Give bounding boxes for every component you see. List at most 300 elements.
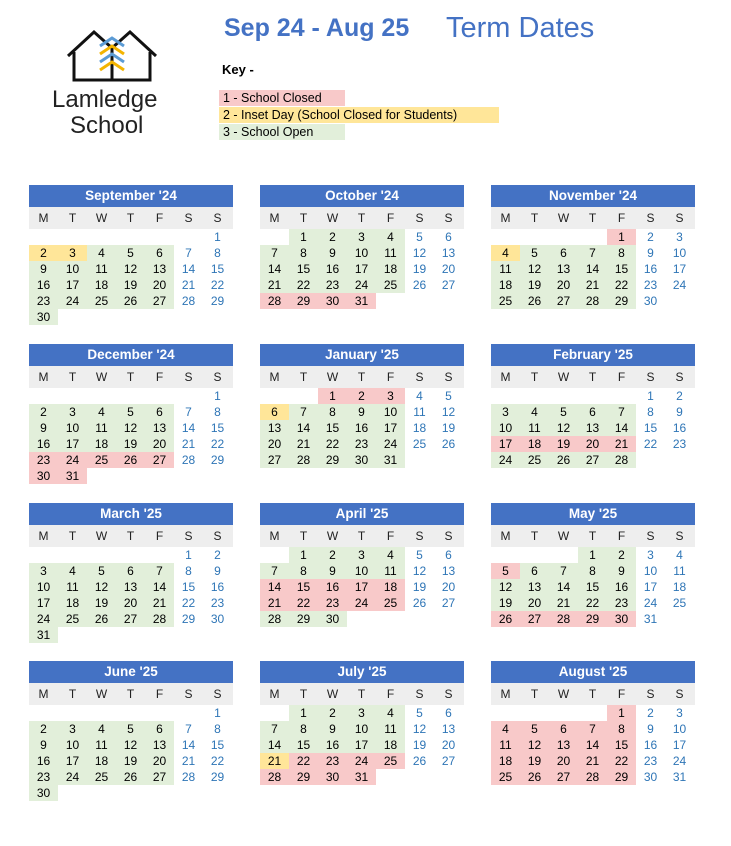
- day-cell: 15: [181, 580, 196, 594]
- weekday-label: M: [269, 370, 280, 384]
- day-cell: 1: [578, 547, 607, 563]
- day-cell: 2: [318, 547, 347, 563]
- day-cell: 30: [29, 309, 58, 325]
- day-cell: 18: [672, 580, 687, 594]
- logo-text-lamledge: Lamledge: [52, 86, 158, 113]
- day-cell: 8: [214, 405, 221, 419]
- day-cell: 16: [29, 436, 58, 452]
- day-cell: 26: [87, 611, 116, 627]
- weekday-header-row: [29, 683, 233, 705]
- month-header: February '25: [491, 344, 695, 366]
- day-cell: 30: [347, 452, 376, 468]
- day-cell: 21: [549, 595, 578, 611]
- day-cell: 16: [643, 262, 658, 276]
- day-cell: 7: [578, 245, 607, 261]
- weekday-label: F: [155, 370, 164, 384]
- day-cell: 7: [185, 246, 192, 260]
- day-cell: 21: [578, 277, 607, 293]
- day-cell: 11: [58, 579, 87, 595]
- day-cell: 11: [413, 405, 426, 419]
- day-cell: 8: [607, 245, 636, 261]
- key-title: Key -: [222, 62, 254, 77]
- day-cell: 28: [578, 769, 607, 785]
- day-cell: 10: [29, 579, 58, 595]
- day-cell: 26: [412, 754, 427, 768]
- weekday-header-row: [491, 683, 695, 705]
- weekday-label: F: [386, 529, 395, 543]
- day-cell: 21: [260, 277, 289, 293]
- day-cell: 31: [347, 769, 376, 785]
- weekday-label: W: [326, 370, 339, 384]
- day-cell: 17: [58, 436, 87, 452]
- month-header: April '25: [260, 503, 464, 525]
- day-cell: 14: [260, 261, 289, 277]
- day-cell: 7: [549, 563, 578, 579]
- day-cell: 2: [214, 548, 221, 562]
- day-cell: 19: [412, 738, 427, 752]
- weekday-label: S: [415, 687, 424, 701]
- month-header: May '25: [491, 503, 695, 525]
- day-cell: 15: [607, 261, 636, 277]
- day-cell: 3: [58, 721, 87, 737]
- weekday-header-row: [491, 366, 695, 388]
- day-cell: 18: [87, 753, 116, 769]
- weekday-label: T: [357, 370, 366, 384]
- day-cell: 8: [607, 721, 636, 737]
- day-cell: 25: [520, 452, 549, 468]
- weekday-label: F: [155, 687, 164, 701]
- day-cell: 18: [491, 277, 520, 293]
- day-cell: 20: [441, 580, 456, 594]
- day-cell: 10: [643, 564, 658, 578]
- weekday-header-row: [491, 525, 695, 547]
- day-grid: [29, 705, 233, 805]
- day-cell: 22: [289, 595, 318, 611]
- day-cell: 4: [416, 389, 423, 403]
- day-cell: 2: [607, 547, 636, 563]
- day-cell: 27: [145, 293, 174, 309]
- day-cell: 2: [318, 229, 347, 245]
- day-cell: 12: [87, 579, 116, 595]
- day-cell: 10: [672, 722, 687, 736]
- day-cell: 24: [491, 452, 520, 468]
- day-cell: 4: [676, 548, 683, 562]
- day-cell: 8: [578, 563, 607, 579]
- weekday-label: W: [95, 529, 108, 543]
- day-cell: 16: [29, 753, 58, 769]
- day-cell: 16: [29, 277, 58, 293]
- month-header: October '24: [260, 185, 464, 207]
- weekday-label: T: [530, 529, 539, 543]
- day-cell: 19: [116, 436, 145, 452]
- day-cell: 5: [520, 721, 549, 737]
- weekday-label: T: [530, 687, 539, 701]
- day-cell: 4: [376, 705, 405, 721]
- weekday-label: T: [357, 529, 366, 543]
- day-cell: 24: [58, 293, 87, 309]
- day-grid: [260, 229, 464, 329]
- month-calendar: [260, 185, 464, 329]
- day-cell: 17: [29, 595, 58, 611]
- day-cell: 15: [607, 737, 636, 753]
- weekday-header-row: [260, 525, 464, 547]
- day-cell: 23: [210, 596, 225, 610]
- weekday-label: F: [617, 687, 626, 701]
- weekday-label: M: [500, 687, 511, 701]
- day-cell: 6: [145, 245, 174, 261]
- day-cell: 18: [376, 261, 405, 277]
- weekday-label: M: [38, 529, 49, 543]
- day-cell: 19: [520, 753, 549, 769]
- day-cell: 9: [318, 245, 347, 261]
- day-cell: 20: [145, 753, 174, 769]
- day-cell: 7: [145, 563, 174, 579]
- day-cell: 5: [116, 245, 145, 261]
- day-cell: 19: [412, 580, 427, 594]
- day-cell: 12: [441, 405, 456, 419]
- day-cell: 27: [520, 611, 549, 627]
- weekday-label: T: [530, 370, 539, 384]
- day-cell: 22: [289, 753, 318, 769]
- day-cell: 17: [58, 753, 87, 769]
- day-cell: 19: [116, 277, 145, 293]
- day-cell: 2: [347, 388, 376, 404]
- key-item-school-open: 3 - School Open: [219, 124, 345, 140]
- day-cell: 5: [549, 404, 578, 420]
- day-cell: 27: [116, 611, 145, 627]
- day-cell: 12: [116, 737, 145, 753]
- day-cell: 28: [260, 769, 289, 785]
- month-header: July '25: [260, 661, 464, 683]
- day-cell: 17: [672, 738, 687, 752]
- day-cell: 27: [549, 769, 578, 785]
- day-cell: 27: [578, 452, 607, 468]
- day-cell: 13: [145, 737, 174, 753]
- day-cell: 12: [491, 579, 520, 595]
- day-cell: 22: [181, 596, 196, 610]
- day-cell: 12: [116, 420, 145, 436]
- day-cell: 28: [260, 611, 289, 627]
- weekday-label: S: [675, 370, 684, 384]
- day-cell: 16: [672, 421, 687, 435]
- day-cell: 20: [260, 436, 289, 452]
- month-calendar: [260, 503, 464, 647]
- day-cell: 6: [445, 230, 452, 244]
- day-cell: 3: [347, 705, 376, 721]
- day-cell: 7: [185, 405, 192, 419]
- month-header: August '25: [491, 661, 695, 683]
- day-cell: 18: [87, 277, 116, 293]
- day-cell: 21: [181, 754, 196, 768]
- day-cell: 4: [87, 245, 116, 261]
- day-cell: 10: [672, 246, 687, 260]
- day-cell: 19: [441, 421, 456, 435]
- day-cell: 1: [214, 389, 221, 403]
- day-cell: 24: [347, 595, 376, 611]
- day-cell: 8: [289, 563, 318, 579]
- day-cell: 23: [672, 437, 687, 451]
- weekday-label: T: [68, 211, 77, 225]
- day-cell: 30: [318, 611, 347, 627]
- weekday-label: M: [269, 529, 280, 543]
- day-cell: 13: [520, 579, 549, 595]
- weekday-label: T: [68, 529, 77, 543]
- day-cell: 8: [289, 721, 318, 737]
- day-cell: 21: [145, 595, 174, 611]
- day-cell: 3: [347, 229, 376, 245]
- day-cell: 13: [145, 261, 174, 277]
- day-cell: 6: [445, 548, 452, 562]
- weekday-label: M: [38, 370, 49, 384]
- day-cell: 3: [676, 706, 683, 720]
- day-cell: 25: [672, 596, 687, 610]
- weekday-label: W: [95, 211, 108, 225]
- day-cell: 3: [491, 404, 520, 420]
- day-cell: 15: [289, 579, 318, 595]
- day-cell: 24: [643, 596, 658, 610]
- day-cell: 22: [643, 437, 658, 451]
- day-cell: 5: [416, 230, 423, 244]
- day-cell: 14: [578, 737, 607, 753]
- day-cell: 28: [578, 293, 607, 309]
- day-cell: 7: [260, 563, 289, 579]
- day-cell: 20: [520, 595, 549, 611]
- weekday-label: F: [386, 687, 395, 701]
- day-cell: 1: [607, 229, 636, 245]
- day-cell: 23: [607, 595, 636, 611]
- day-cell: 10: [347, 563, 376, 579]
- weekday-label: S: [675, 529, 684, 543]
- weekday-label: T: [588, 370, 597, 384]
- day-cell: 25: [376, 595, 405, 611]
- day-cell: 16: [318, 737, 347, 753]
- month-calendar: [491, 185, 695, 329]
- day-cell: 10: [58, 261, 87, 277]
- day-cell: 9: [318, 563, 347, 579]
- weekday-label: T: [357, 687, 366, 701]
- day-cell: 4: [376, 229, 405, 245]
- day-cell: 23: [29, 452, 58, 468]
- month-calendar: [29, 185, 233, 329]
- day-cell: 30: [318, 769, 347, 785]
- day-cell: 22: [607, 753, 636, 769]
- day-cell: 13: [441, 246, 456, 260]
- day-cell: 28: [145, 611, 174, 627]
- weekday-label: M: [269, 211, 280, 225]
- month-header: January '25: [260, 344, 464, 366]
- weekday-label: S: [184, 211, 193, 225]
- day-cell: 29: [318, 452, 347, 468]
- day-cell: 8: [289, 245, 318, 261]
- day-cell: 17: [376, 420, 405, 436]
- day-cell: 24: [347, 753, 376, 769]
- weekday-label: S: [444, 529, 453, 543]
- day-cell: 31: [347, 293, 376, 309]
- day-cell: 21: [181, 437, 196, 451]
- day-cell: 9: [318, 721, 347, 737]
- weekday-label: F: [386, 370, 395, 384]
- weekday-label: W: [557, 529, 570, 543]
- day-cell: 14: [549, 579, 578, 595]
- day-cell: 17: [491, 436, 520, 452]
- day-cell: 20: [116, 595, 145, 611]
- day-cell: 21: [289, 436, 318, 452]
- day-cell: 13: [116, 579, 145, 595]
- day-cell: 9: [29, 420, 58, 436]
- day-cell: 30: [29, 468, 58, 484]
- weekday-label: S: [646, 211, 655, 225]
- day-cell: 26: [116, 769, 145, 785]
- day-cell: 24: [672, 278, 687, 292]
- day-cell: 8: [318, 404, 347, 420]
- day-cell: 1: [318, 388, 347, 404]
- weekday-label: S: [415, 370, 424, 384]
- day-cell: 14: [260, 579, 289, 595]
- day-cell: 5: [520, 245, 549, 261]
- day-cell: 5: [416, 706, 423, 720]
- day-cell: 3: [676, 230, 683, 244]
- weekday-label: M: [38, 211, 49, 225]
- day-grid: [29, 229, 233, 329]
- day-cell: 23: [29, 293, 58, 309]
- day-cell: 5: [491, 563, 520, 579]
- day-cell: 1: [289, 705, 318, 721]
- weekday-label: T: [299, 529, 308, 543]
- day-cell: 15: [210, 262, 225, 276]
- day-cell: 18: [520, 436, 549, 452]
- day-cell: 21: [260, 753, 289, 769]
- page-title-dates: Sep 24 - Aug 25: [224, 14, 410, 42]
- weekday-label: F: [386, 211, 395, 225]
- day-cell: 30: [210, 612, 225, 626]
- weekday-label: S: [646, 529, 655, 543]
- weekday-label: T: [126, 529, 135, 543]
- day-cell: 6: [445, 706, 452, 720]
- day-cell: 2: [647, 706, 654, 720]
- day-cell: 9: [647, 722, 654, 736]
- day-cell: 27: [145, 452, 174, 468]
- key-item-inset-day: 2 - Inset Day (School Closed for Students): [219, 107, 499, 123]
- day-cell: 24: [376, 436, 405, 452]
- day-cell: 29: [607, 293, 636, 309]
- day-cell: 15: [578, 579, 607, 595]
- weekday-label: W: [95, 370, 108, 384]
- weekday-label: M: [38, 687, 49, 701]
- day-cell: 10: [376, 404, 405, 420]
- day-cell: 19: [116, 753, 145, 769]
- weekday-header-row: [260, 683, 464, 705]
- day-cell: 17: [347, 579, 376, 595]
- day-cell: 26: [412, 278, 427, 292]
- day-cell: 5: [445, 389, 452, 403]
- day-cell: 22: [289, 277, 318, 293]
- day-cell: 12: [412, 246, 427, 260]
- day-cell: 26: [520, 293, 549, 309]
- day-cell: 22: [318, 436, 347, 452]
- day-cell: 20: [578, 436, 607, 452]
- day-cell: 12: [520, 261, 549, 277]
- day-cell: 9: [214, 564, 221, 578]
- day-cell: 29: [289, 611, 318, 627]
- day-cell: 26: [491, 611, 520, 627]
- weekday-label: T: [126, 370, 135, 384]
- day-cell: 19: [520, 277, 549, 293]
- month-calendar: [260, 661, 464, 805]
- day-cell: 17: [672, 262, 687, 276]
- day-cell: 19: [87, 595, 116, 611]
- month-calendar: [491, 344, 695, 488]
- weekday-label: W: [326, 687, 339, 701]
- day-cell: 16: [318, 579, 347, 595]
- day-cell: 24: [672, 754, 687, 768]
- day-cell: 8: [214, 722, 221, 736]
- day-cell: 21: [260, 595, 289, 611]
- day-grid: [491, 388, 695, 488]
- day-grid: [491, 547, 695, 647]
- day-cell: 16: [210, 580, 225, 594]
- day-cell: 18: [87, 436, 116, 452]
- day-cell: 18: [491, 753, 520, 769]
- weekday-label: S: [415, 211, 424, 225]
- day-grid: [491, 229, 695, 329]
- day-cell: 17: [347, 737, 376, 753]
- day-cell: 13: [549, 261, 578, 277]
- month-header: March '25: [29, 503, 233, 525]
- day-cell: 25: [376, 277, 405, 293]
- weekday-label: T: [299, 211, 308, 225]
- weekday-label: T: [588, 211, 597, 225]
- day-cell: 19: [549, 436, 578, 452]
- day-cell: 31: [643, 612, 658, 626]
- day-cell: 20: [145, 277, 174, 293]
- day-cell: 26: [520, 769, 549, 785]
- weekday-label: W: [326, 529, 339, 543]
- weekday-label: M: [500, 529, 511, 543]
- day-cell: 24: [58, 452, 87, 468]
- weekday-header-row: [491, 207, 695, 229]
- day-cell: 20: [441, 262, 456, 276]
- day-cell: 9: [647, 246, 654, 260]
- day-cell: 5: [87, 563, 116, 579]
- weekday-label: F: [617, 370, 626, 384]
- day-cell: 8: [214, 246, 221, 260]
- day-cell: 15: [210, 738, 225, 752]
- day-cell: 24: [58, 769, 87, 785]
- weekday-label: T: [357, 211, 366, 225]
- day-cell: 3: [58, 245, 87, 261]
- day-cell: 16: [347, 420, 376, 436]
- day-cell: 28: [289, 452, 318, 468]
- day-cell: 29: [181, 612, 196, 626]
- day-cell: 13: [578, 420, 607, 436]
- day-cell: 3: [376, 388, 405, 404]
- day-cell: 30: [643, 770, 658, 784]
- day-cell: 23: [29, 769, 58, 785]
- day-cell: 3: [347, 547, 376, 563]
- month-calendar: [29, 503, 233, 647]
- day-cell: 18: [376, 737, 405, 753]
- day-cell: 12: [412, 722, 427, 736]
- weekday-label: S: [213, 370, 222, 384]
- school-logo-icon: [64, 24, 160, 86]
- weekday-label: T: [588, 687, 597, 701]
- day-cell: 6: [260, 404, 289, 420]
- day-grid: [491, 705, 695, 805]
- day-cell: 25: [58, 611, 87, 627]
- weekday-label: M: [500, 211, 511, 225]
- weekday-label: S: [675, 687, 684, 701]
- weekday-label: T: [68, 687, 77, 701]
